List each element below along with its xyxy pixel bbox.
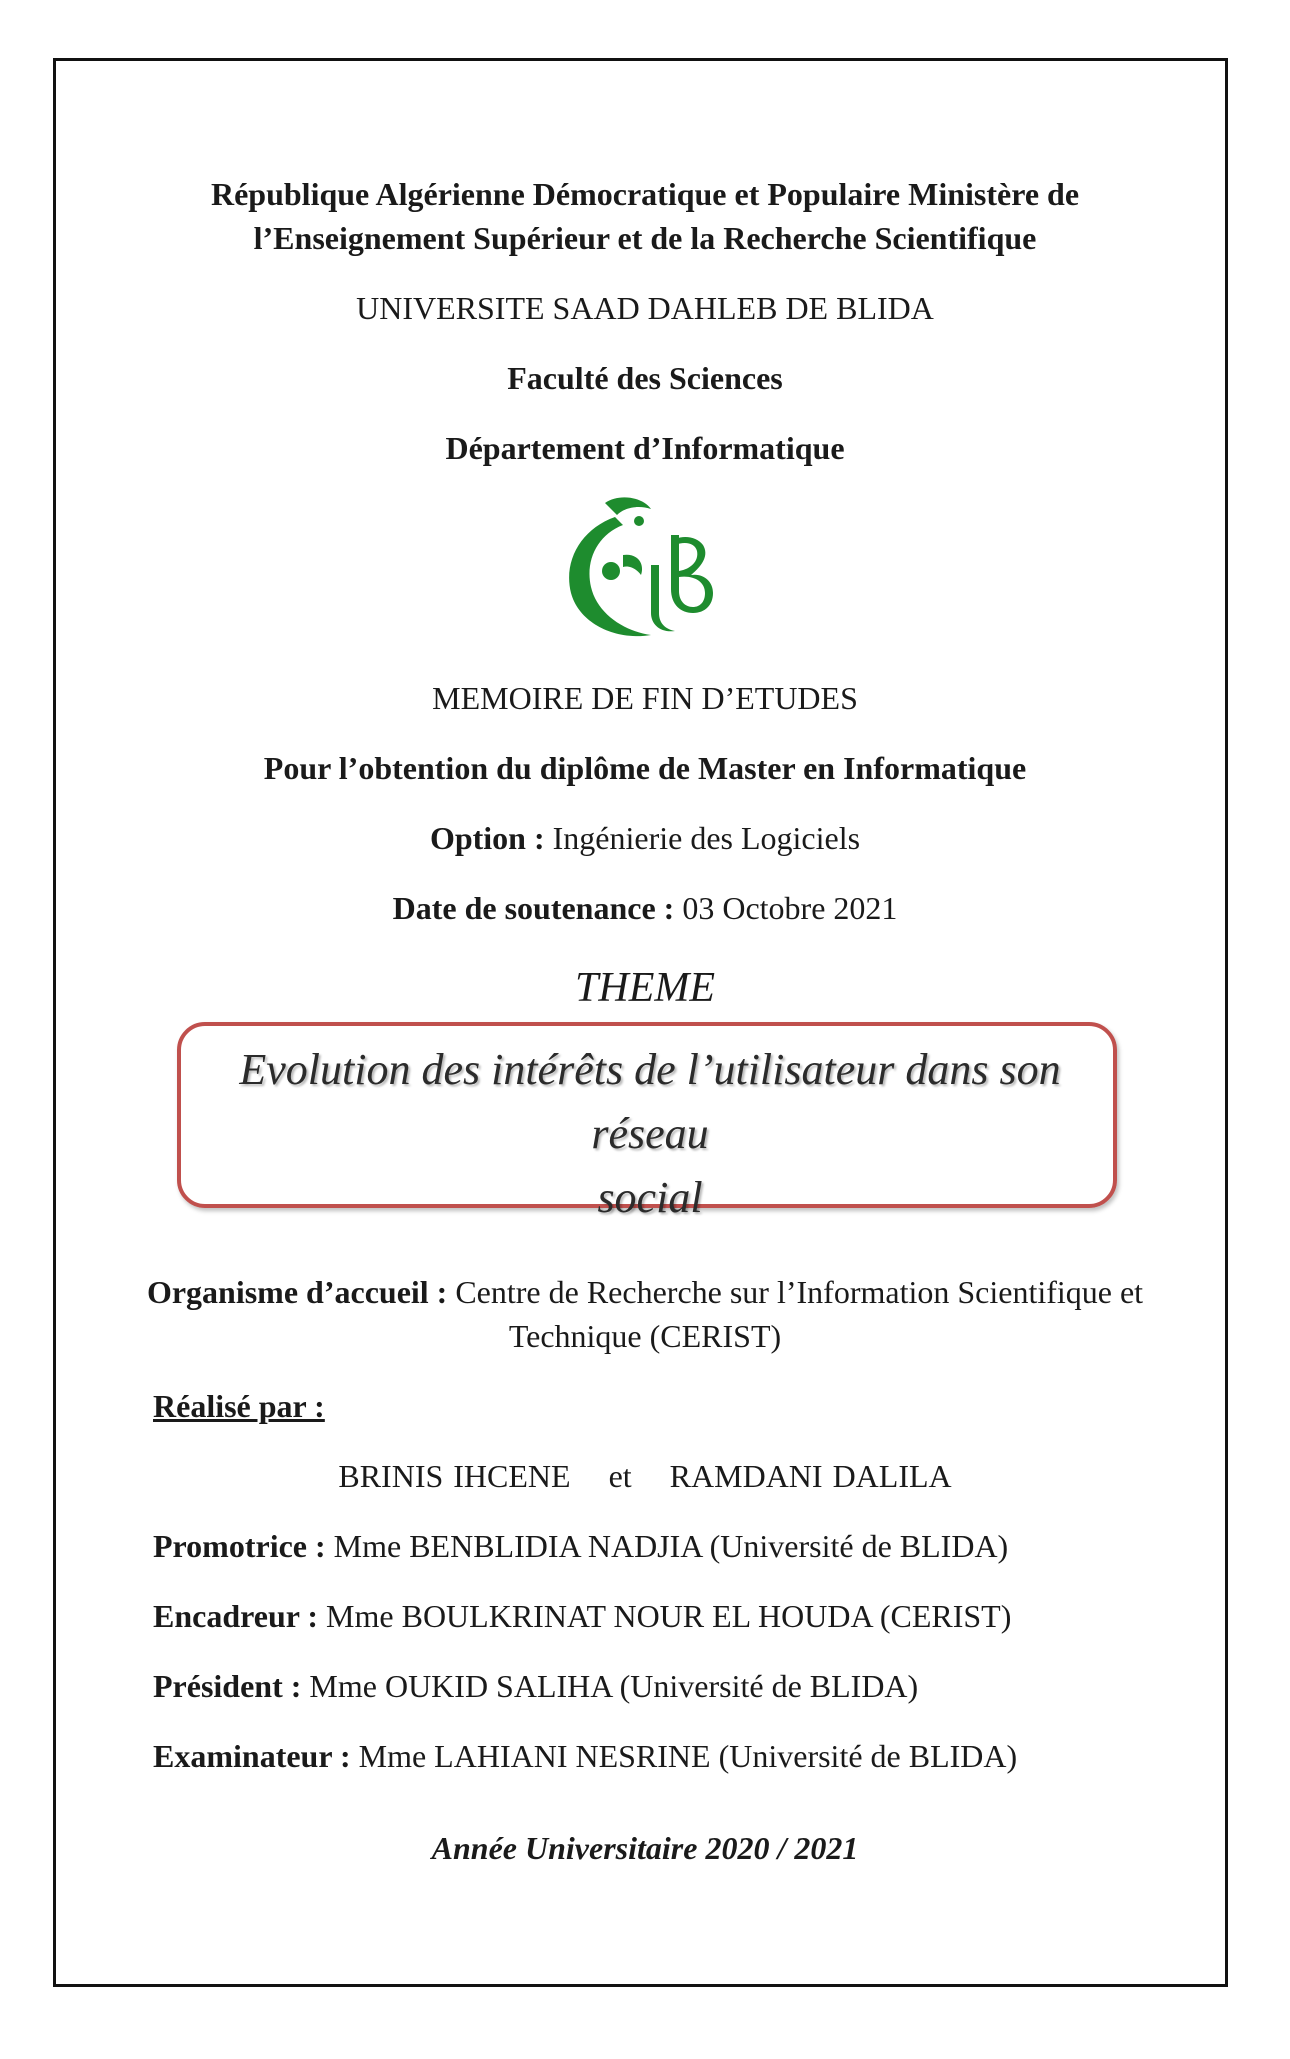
organisme-line-1: [0, 1270, 1290, 1314]
authors-line: [0, 1454, 1290, 1498]
authors-conjunction: et: [608, 1458, 632, 1494]
jury-label: Promotrice :: [153, 1528, 326, 1564]
theme-title-line-1: Evolution des intérêts de l’utilisateur dans son réseau: [239, 1045, 1061, 1158]
theme-title: [200, 1038, 1100, 1230]
department-name: Département d’Informatique: [445, 430, 845, 466]
jury-value: Mme BOULKRINAT NOUR EL HOUDA (CERIST): [326, 1598, 1012, 1634]
jury-row-examinateur: [153, 1734, 1017, 1778]
jury-label: Encadreur :: [153, 1598, 319, 1634]
organisme-value-2: Technique (CERIST): [508, 1318, 782, 1354]
option-label: Option :: [429, 820, 545, 856]
theme-heading: THEME: [575, 965, 715, 1011]
jury-row-president: [153, 1664, 918, 1708]
jury-label: Examinateur :: [153, 1738, 351, 1774]
option-value: Ingénierie des Logiciels: [552, 820, 861, 856]
defense-date-value: 03 Octobre 2021: [682, 890, 898, 926]
author-1: BRINIS IHCENE: [338, 1458, 571, 1494]
organisme-value-1: Centre de Recherche sur l’Information Scientifique et: [455, 1274, 1144, 1310]
option-line: [0, 816, 1290, 860]
header-line-2: l’Enseignement Supérieur et de la Recherche Scientifique: [253, 220, 1037, 256]
jury-value: Mme BENBLIDIA NADJIA (Université de BLIDA): [333, 1528, 1009, 1564]
jury-label: Président :: [153, 1668, 302, 1704]
defense-date-line: [0, 886, 1290, 930]
university-name: UNIVERSITE SAAD DAHLEB DE BLIDA: [356, 290, 934, 326]
jury-row-promotrice: [153, 1524, 1008, 1568]
memoire-title: MEMOIRE DE FIN D’ETUDES: [432, 680, 858, 716]
academic-year: Année Universitaire 2020 / 2021: [431, 1830, 859, 1866]
jury-value: Mme LAHIANI NESRINE (Université de BLIDA): [358, 1738, 1018, 1774]
organisme-label: Organisme d’accueil :: [146, 1274, 448, 1310]
diploma-line: Pour l’obtention du diplôme de Master en Informatique: [263, 750, 1027, 786]
university-logo-icon: [553, 495, 733, 645]
jury-value: Mme OUKID SALIHA (Université de BLIDA): [309, 1668, 919, 1704]
faculty-name: Faculté des Sciences: [507, 360, 783, 396]
jury-row-encadreur: [153, 1594, 1011, 1638]
header-line-1: République Algérienne Démocratique et Populaire Ministère de: [210, 176, 1080, 212]
author-2: RAMDANI DALILA: [669, 1458, 952, 1494]
defense-date-label: Date de soutenance :: [392, 890, 675, 926]
theme-title-line-2: social: [597, 1173, 703, 1222]
realise-label: Réalisé par :: [153, 1388, 325, 1424]
